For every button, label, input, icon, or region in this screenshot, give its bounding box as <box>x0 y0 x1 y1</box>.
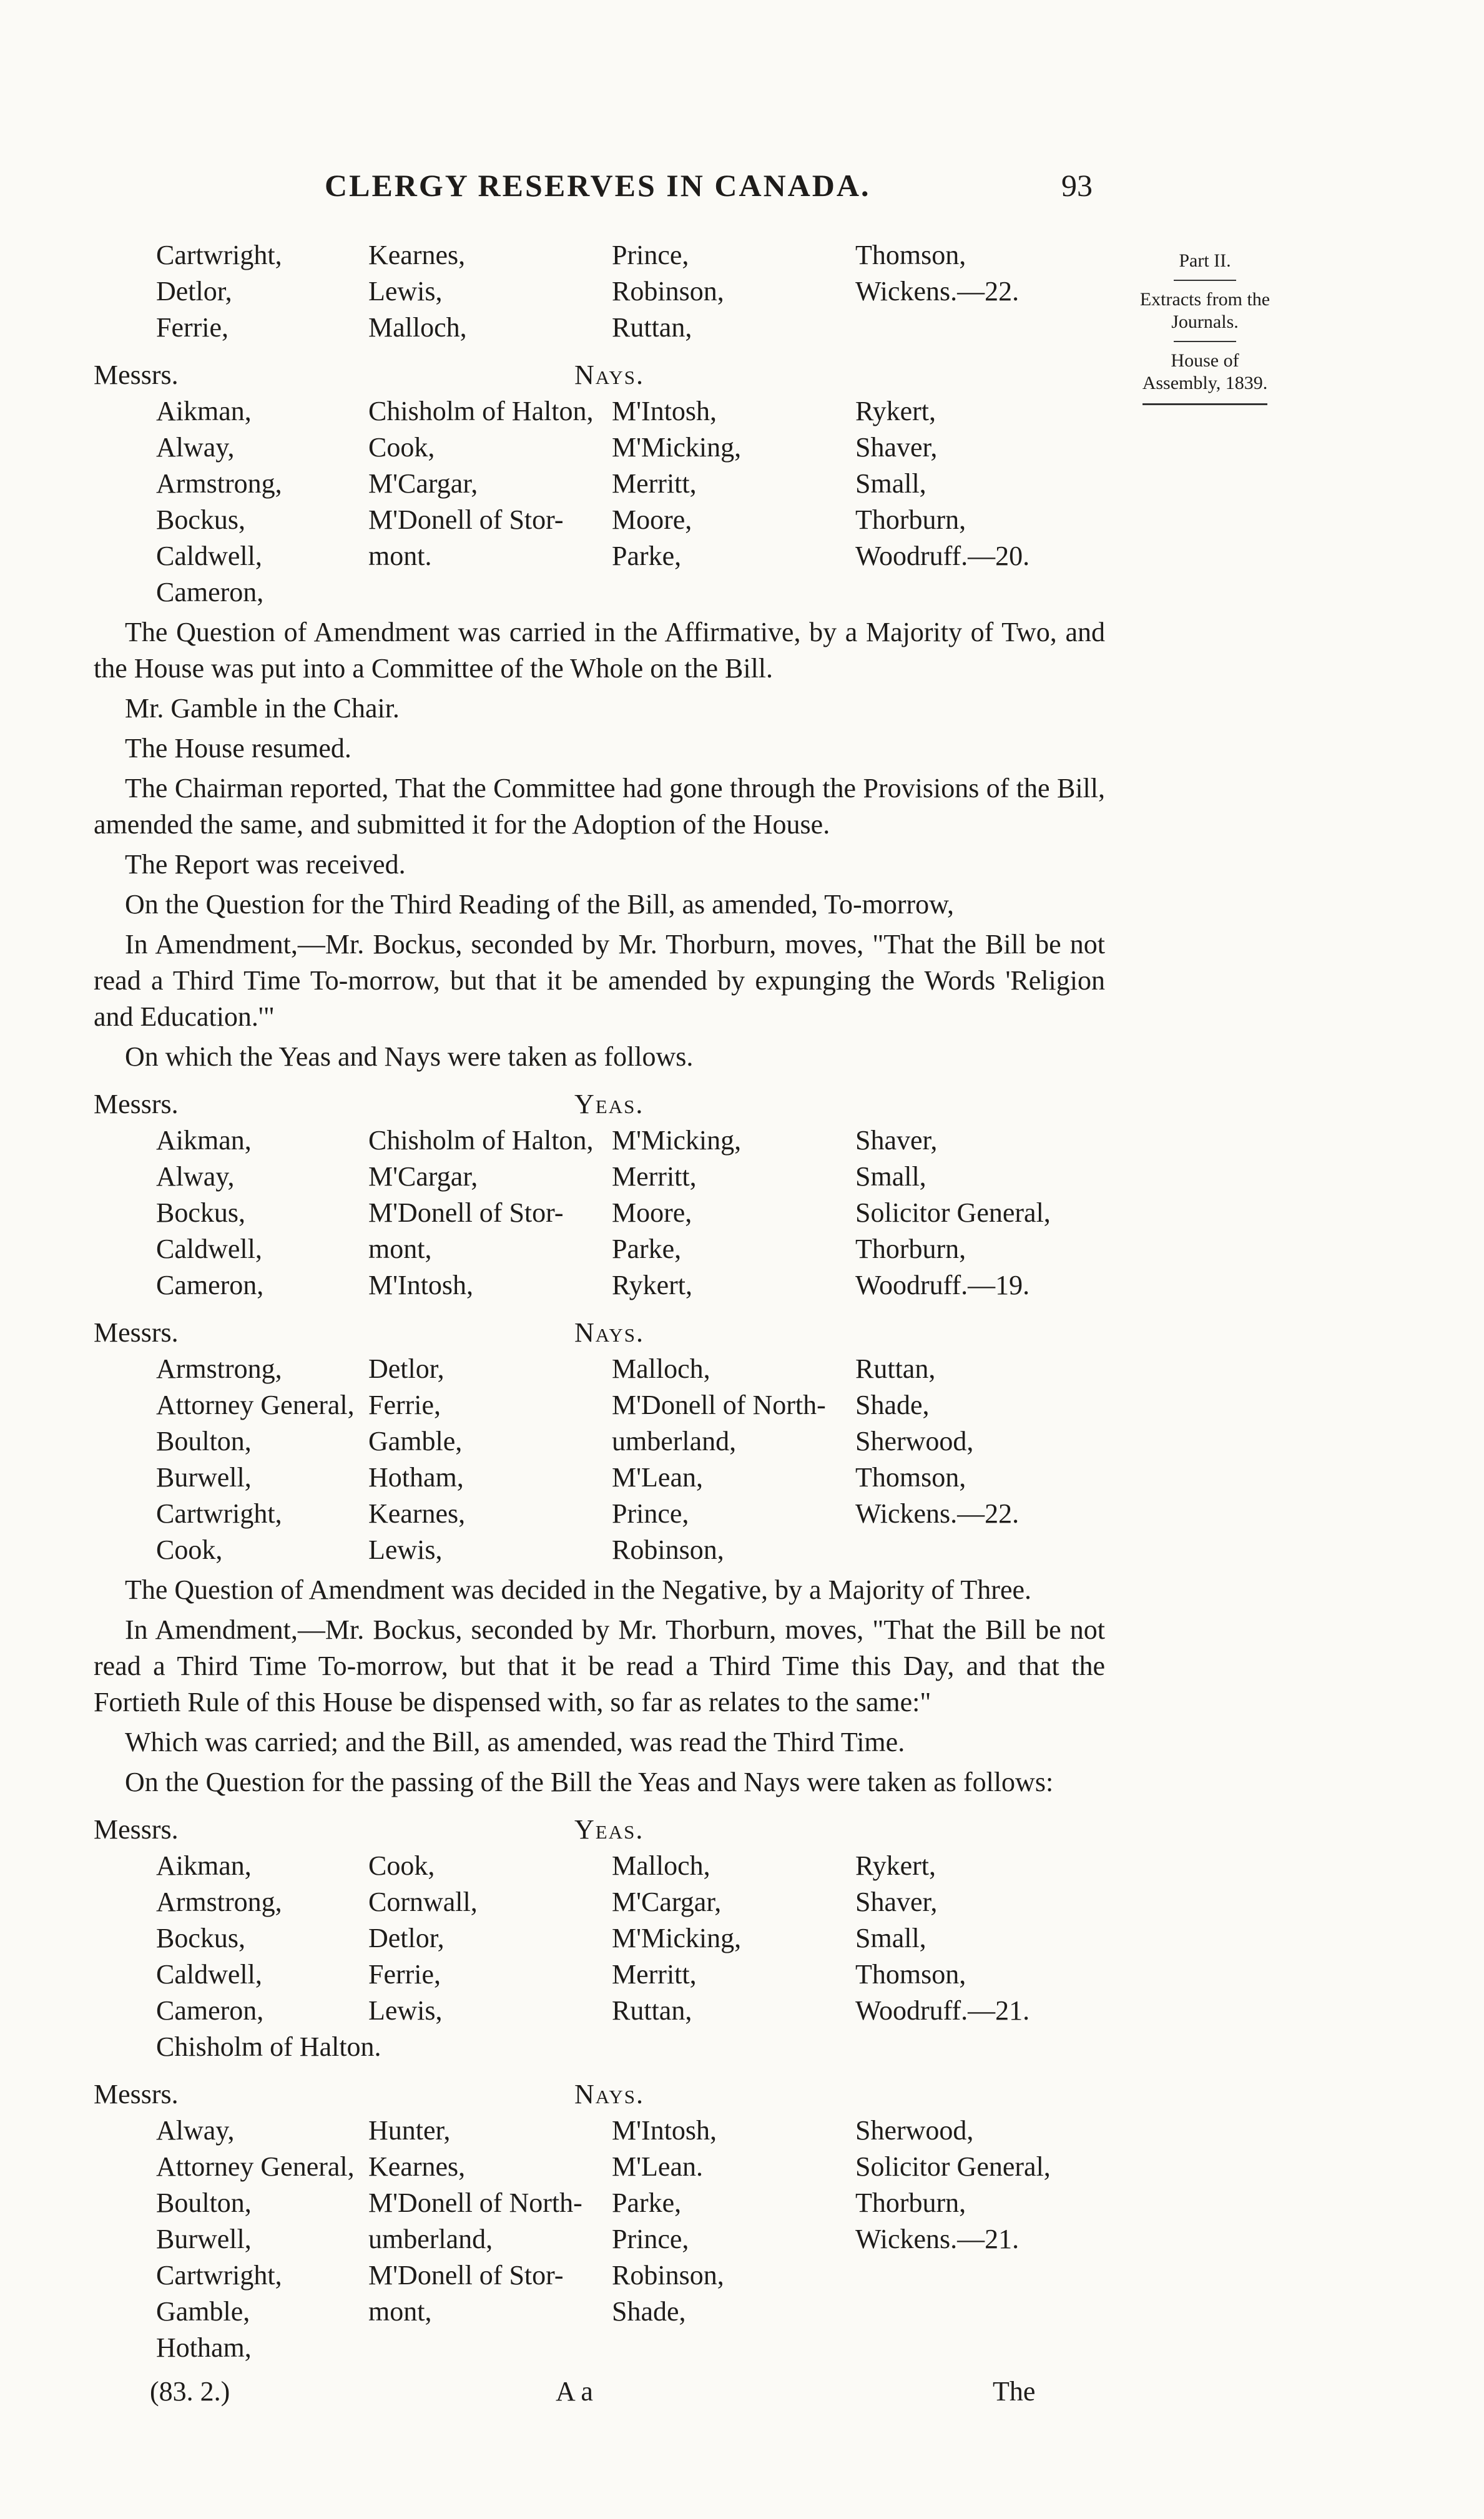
member-name: Ferrie, <box>156 312 229 343</box>
member-name: Prince, <box>612 240 689 270</box>
member-name: Armstrong, <box>156 1353 282 1384</box>
vote-list <box>94 393 1105 611</box>
member-name: Detlor, <box>368 1923 445 1953</box>
member-name <box>855 2029 1105 2065</box>
member-name: Thorburn, <box>855 504 966 535</box>
member-name: Bockus, <box>156 1197 245 1228</box>
member-name: Detlor, <box>368 1353 445 1384</box>
member-name: Cartwright, <box>156 240 282 270</box>
signature-mark: (83. 2.) <box>150 2376 230 2407</box>
paragraph: On the Question for the passing of the Bill the Yeas and Nays were taken as follows: <box>125 1767 1054 1797</box>
member-name: Boulton, <box>156 1426 252 1456</box>
member-name: Parke, <box>612 2188 682 2218</box>
member-name: M'Micking, <box>612 1923 742 1953</box>
member-name: Thorburn, <box>855 1234 966 1264</box>
paragraph: On the Question for the Third Reading of the Bill, as amended, To-morrow, <box>125 889 955 920</box>
member-name: Ruttan, <box>612 312 692 343</box>
member-name: Kearnes, <box>368 240 466 270</box>
member-name: Aikman, <box>156 1125 252 1156</box>
member-name: M'Cargar, <box>368 1161 478 1192</box>
member-name: Alway, <box>156 2115 235 2146</box>
vote-list <box>94 237 1105 346</box>
member-name: Kearnes, <box>368 2151 466 2182</box>
member-name <box>612 2029 855 2065</box>
member-name: Small, <box>855 1923 926 1953</box>
member-name <box>855 1532 1105 1568</box>
member-name <box>855 2257 1105 2294</box>
member-name: Parke, <box>612 541 682 571</box>
member-name: Alway, <box>156 432 235 463</box>
member-name: Gamble, <box>368 1426 463 1456</box>
member-name: Merritt, <box>612 1959 697 1990</box>
member-name: Merritt, <box>612 468 697 499</box>
member-name: Detlor, <box>156 276 232 307</box>
member-name: Moore, <box>612 504 692 535</box>
member-name: Chisholm of Halton. <box>156 2031 381 2062</box>
paragraph: The Question of Amendment was carried in the Affirmative, by a Majority of Two, and the House was put into a Committee of the Whole on the Bill. <box>94 617 1105 684</box>
member-name: Lewis, <box>368 1534 443 1565</box>
member-name <box>855 310 1105 346</box>
messrs-label: Messrs. <box>94 2079 179 2109</box>
messrs-label: Messrs. <box>94 360 179 390</box>
member-name: M'Donell of Stor- <box>368 2260 564 2291</box>
margin-house: House of Assembly, 1839. <box>1142 350 1268 393</box>
margin-extracts: Extracts from the Journals. <box>1139 289 1270 332</box>
journal-text <box>94 237 1105 2410</box>
vote-list <box>94 1351 1105 1568</box>
member-name: Solicitor General, <box>855 1197 1051 1228</box>
margin-rule <box>1174 341 1236 342</box>
vote-header <box>94 1086 1105 1122</box>
member-name: Malloch, <box>368 312 467 343</box>
nays-heading: Nays. <box>574 2079 644 2109</box>
member-name: Bockus, <box>156 504 245 535</box>
running-header <box>325 167 1136 217</box>
member-name: Chisholm of Halton, <box>368 396 594 426</box>
member-name: M'Donell of North- <box>612 1390 826 1420</box>
paragraph: In Amendment,—Mr. Bockus, seconded by Mr. Thorburn, moves, "That the Bill be not read a Third Time To-morrow, but that it be amended by expunging the Words 'Religion and Education.'" <box>94 929 1105 1032</box>
member-name: Cameron, <box>156 1995 264 2026</box>
paragraph: In Amendment,—Mr. Bockus, seconded by Mr. Thorburn, moves, "That the Bill be not read a Third Time To-morrow, but that it be read a Third Time this Day, and that the Fortieth Rule of this House be dispensed with, so far as relates to the same:" <box>94 1614 1105 1717</box>
member-name: Ruttan, <box>855 1353 936 1384</box>
member-name: Hotham, <box>368 1462 464 1493</box>
member-name <box>368 2029 612 2065</box>
member-name: Robinson, <box>612 1534 724 1565</box>
member-name: M'Cargar, <box>612 1887 722 1917</box>
member-name: M'Intosh, <box>612 2115 717 2146</box>
member-name: mont, <box>368 1234 432 1264</box>
member-name: Sherwood, <box>855 2115 974 2146</box>
member-name <box>612 574 855 611</box>
paragraph: The Report was received. <box>125 849 406 880</box>
margin-note <box>1136 250 1274 405</box>
member-name: Wickens.—22. <box>855 1498 1020 1529</box>
member-name: umberland, <box>368 2224 493 2254</box>
member-name: Cameron, <box>156 1270 264 1300</box>
vote-header <box>94 1315 1105 1351</box>
member-name: Cornwall, <box>368 1887 478 1917</box>
messrs-label: Messrs. <box>94 1317 179 1348</box>
paragraph: The Chairman reported, That the Committee had gone through the Provisions of the Bill, amended the same, and submitted it for the Adoption of the House. <box>94 773 1105 840</box>
member-name: Robinson, <box>612 2260 724 2291</box>
member-name: Wickens.—21. <box>855 2224 1020 2254</box>
member-name: Parke, <box>612 1234 682 1264</box>
member-name: Caldwell, <box>156 541 262 571</box>
catchword: The <box>993 2376 1036 2407</box>
vote-header <box>94 2076 1105 2113</box>
member-name: Prince, <box>612 2224 689 2254</box>
member-name: Armstrong, <box>156 1887 282 1917</box>
member-name: M'Donell of Stor- <box>368 504 564 535</box>
member-name: Wickens.—22. <box>855 276 1020 307</box>
nays-heading: Nays. <box>574 360 644 390</box>
member-name: Bockus, <box>156 1923 245 1953</box>
member-name: Aikman, <box>156 1850 252 1881</box>
member-name <box>368 574 612 611</box>
member-name: Robinson, <box>612 276 724 307</box>
member-name: M'Cargar, <box>368 468 478 499</box>
member-name: Chisholm of Halton, <box>368 1125 594 1156</box>
paragraph: Which was carried; and the Bill, as amended, was read the Third Time. <box>125 1727 905 1757</box>
member-name: Shaver, <box>855 1125 938 1156</box>
messrs-label: Messrs. <box>94 1089 179 1119</box>
member-name: Thorburn, <box>855 2188 966 2218</box>
member-name: Burwell, <box>156 2224 252 2254</box>
member-name: Ruttan, <box>612 1995 692 2026</box>
member-name: Cook, <box>156 1534 223 1565</box>
member-name: Lewis, <box>368 1995 443 2026</box>
vote-header <box>94 1812 1105 1848</box>
nays-heading: Nays. <box>574 1317 644 1348</box>
member-name: Malloch, <box>612 1353 710 1384</box>
member-name: M'Lean. <box>612 2151 703 2182</box>
member-name: Rykert, <box>855 396 936 426</box>
member-name: M'Donell of Stor- <box>368 1197 564 1228</box>
member-name: M'Micking, <box>612 1125 742 1156</box>
member-name: Attorney General, <box>156 2151 355 2182</box>
member-name: Caldwell, <box>156 1234 262 1264</box>
paragraph: The Question of Amendment was decided in the Negative, by a Majority of Three. <box>125 1574 1031 1605</box>
paragraph: On which the Yeas and Nays were taken as follows. <box>125 1041 694 1072</box>
member-name: Burwell, <box>156 1462 252 1493</box>
member-name: Armstrong, <box>156 468 282 499</box>
member-name: Malloch, <box>612 1850 710 1881</box>
member-name: Caldwell, <box>156 1959 262 1990</box>
member-name: Alway, <box>156 1161 235 1192</box>
member-name: M'Micking, <box>612 432 742 463</box>
member-name: Sherwood, <box>855 1426 974 1456</box>
yeas-heading: Yeas. <box>574 1814 644 1845</box>
member-name: Shade, <box>612 2296 686 2327</box>
gathering-mark: A a <box>556 2376 593 2407</box>
member-name: Thomson, <box>855 1959 966 1990</box>
member-name: Hotham, <box>156 2332 252 2363</box>
page-title: CLERGY RESERVES IN CANADA. <box>325 168 871 203</box>
vote-header <box>94 357 1105 393</box>
member-name: Prince, <box>612 1498 689 1529</box>
vote-list <box>94 1848 1105 2065</box>
messrs-label: Messrs. <box>94 1814 179 1845</box>
member-name: umberland, <box>612 1426 737 1456</box>
member-name: M'Donell of North- <box>368 2188 582 2218</box>
member-name: mont, <box>368 2296 432 2327</box>
member-name: Ferrie, <box>368 1959 441 1990</box>
member-name: Shaver, <box>855 432 938 463</box>
member-name: Boulton, <box>156 2188 252 2218</box>
member-name: Cartwright, <box>156 2260 282 2291</box>
member-name: Woodruff.—19. <box>855 1270 1030 1300</box>
member-name: Attorney General, <box>156 1390 355 1420</box>
member-name: Rykert, <box>612 1270 692 1300</box>
member-name: Ferrie, <box>368 1390 441 1420</box>
member-name <box>612 2330 855 2366</box>
yeas-heading: Yeas. <box>574 1089 644 1119</box>
vote-list <box>94 1122 1105 1304</box>
member-name: Aikman, <box>156 396 252 426</box>
member-name: Lewis, <box>368 276 443 307</box>
member-name: Gamble, <box>156 2296 250 2327</box>
member-name: Cartwright, <box>156 1498 282 1529</box>
paragraph: The House resumed. <box>125 733 351 764</box>
member-name: Shaver, <box>855 1887 938 1917</box>
member-name: Small, <box>855 1161 926 1192</box>
member-name: Hunter, <box>368 2115 451 2146</box>
member-name: Kearnes, <box>368 1498 466 1529</box>
member-name: Merritt, <box>612 1161 697 1192</box>
member-name: Cook, <box>368 1850 435 1881</box>
member-name: Woodruff.—21. <box>855 1995 1030 2026</box>
member-name: Shade, <box>855 1390 930 1420</box>
page-number: 93 <box>1061 168 1093 203</box>
member-name: Rykert, <box>855 1850 936 1881</box>
margin-part: Part II. <box>1179 250 1231 271</box>
member-name: Thomson, <box>855 1462 966 1493</box>
member-name: M'Lean, <box>612 1462 703 1493</box>
member-name <box>855 574 1105 611</box>
member-name: Thomson, <box>855 240 966 270</box>
member-name: M'Intosh, <box>368 1270 474 1300</box>
member-name: Cameron, <box>156 577 264 607</box>
member-name: Woodruff.—20. <box>855 541 1030 571</box>
member-name: Cook, <box>368 432 435 463</box>
vote-list <box>94 2113 1105 2366</box>
page-footer <box>94 2374 1105 2410</box>
member-name <box>855 2294 1105 2330</box>
member-name: M'Intosh, <box>612 396 717 426</box>
paragraph: Mr. Gamble in the Chair. <box>125 693 400 724</box>
member-name: Solicitor General, <box>855 2151 1051 2182</box>
member-name: Small, <box>855 468 926 499</box>
margin-rule-double <box>1142 403 1267 405</box>
member-name <box>368 2330 612 2366</box>
member-name <box>855 2330 1105 2366</box>
member-name: Moore, <box>612 1197 692 1228</box>
member-name: mont. <box>368 541 432 571</box>
margin-rule <box>1174 280 1236 281</box>
